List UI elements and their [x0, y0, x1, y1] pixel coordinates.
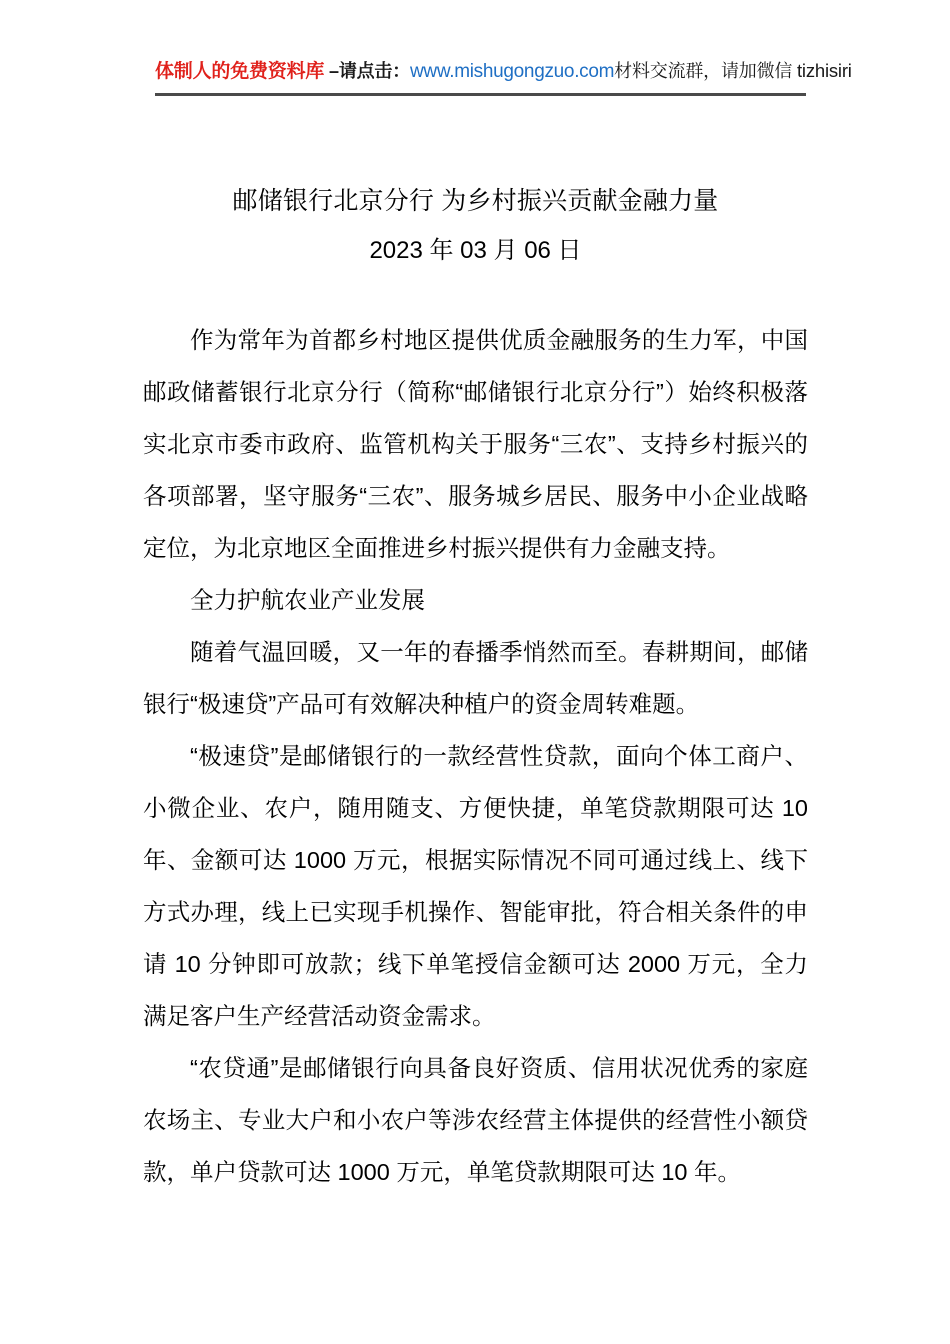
promo-header-banner — [155, 56, 852, 96]
promo-tail-label: 材料交流群，请加微信 — [614, 61, 797, 81]
promo-website-link[interactable]: www.mishugongzuo.com — [410, 61, 615, 82]
promo-brand-label: 体制人的免费资料库 — [155, 61, 325, 82]
document-title: 邮储银行北京分行 为乡村振兴贡献金融力量 — [232, 187, 719, 215]
promo-cta-label: –请点击： — [324, 61, 411, 81]
document-date: 2023 年 03 月 06 日 — [369, 237, 582, 264]
section-subheading: 全力护航农业产业发展 — [190, 587, 425, 613]
paragraph-spring-planting: 随着气温回暖，又一年的春播季悄然而至。春耕期间，邮储银行“极速贷”产品可有效解决种植户的资金周转难题。 — [143, 639, 808, 717]
paragraph-nongdaitong: “农贷通”是邮储银行向具备良好资质、信用状况优秀的家庭农场主、专业大户和小农户等涉农经营主体提供的经营性小额贷款，单户贷款可达 1000 万元，单笔贷款期限可达 10 年。 — [143, 1055, 808, 1185]
promo-wechat-id: tizhisiri — [796, 60, 852, 81]
paragraph-intro: 作为常年为首都乡村地区提供优质金融服务的生力军，中国邮政储蓄银行北京分行（简称“邮储银行北京分行”）始终积极落实北京市委市政府、监管机构关于服务“三农”、支持乡村振兴的各项部署，坚守服务“三农”、服务城乡居民、服务中小企业战略定位，为北京地区全面推进乡村振兴提供有力金融支持。 — [143, 327, 808, 561]
document-body — [143, 176, 808, 1198]
paragraph-jisudai: “极速贷”是邮储银行的一款经营性贷款，面向个体工商户、小微企业、农户，随用随支、方便快捷，单笔贷款期限可达 10 年、金额可达 1000 万元，根据实际情况不同可通过线上、线下方式办理，线上已实现手机操作、智能审批，符合相关条件的申请 10 分钟即可放款；线下单笔授信金额可达 2000 万元，全力满足客户生产经营活动资金需求。 — [143, 743, 808, 1029]
